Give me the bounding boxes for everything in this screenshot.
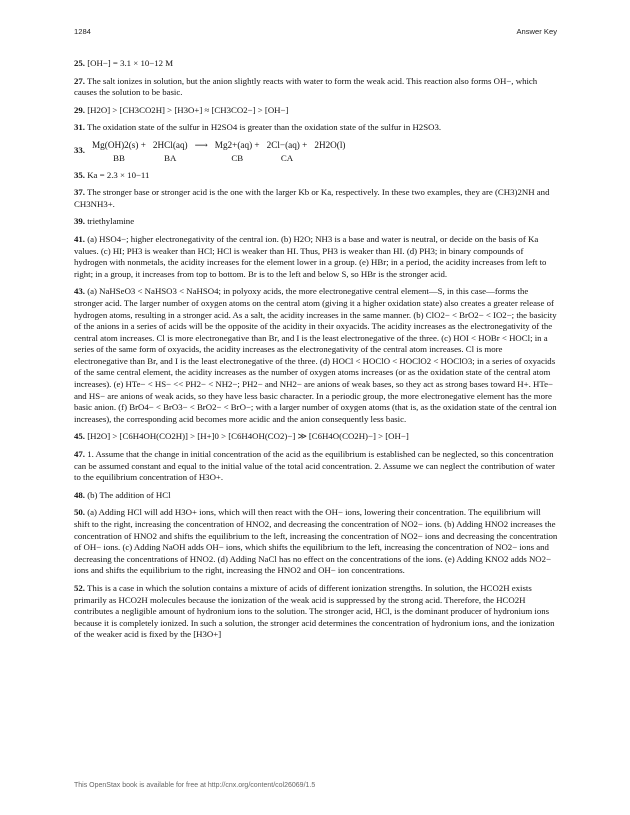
answer-33: 33. Mg(OH)2(s) + BB 2HCl(aq) BA ⟶ Mg2+(aq) + CB 2Cl−(aq) + CA 2H2O(l) xyxy=(74,140,558,164)
answer-43: 43. (a) NaHSeO3 < NaHSO3 < NaHSO4; in polyoxy acids, the more electronegative central element—S, in this case—forms the stronger acid. The larger number of oxygen atoms on the central atom (giving it a higher oxidation state) also creates a greater release of hydrogen atoms, resulting in a stronger acid. As a salt, the acidity increases in the same manner. (b) ClO2− < BrO2− < IO2−; the basicity of the anions in a series of acids will be the opposite of the acidity in their oxyacids. The acidity increases as the electronegativity of the central atom increases. Cl is more electronegative than Br, and I is the least electronegative of the three. (c) HOI < HOBr < HOCl; in a series of the same form of oxyacids, the acidity increases as the electronegativity of the central atom increases. Cl is more electronegative than Br, and I is the least electronegative of the three. (d) HOCl < HOClO < HOClO2 < HOClO3; in a series of oxyacids of the same central element, the acidity increases as the number of oxygen atoms increases (or as the oxidation state of the central atom increases). (e) HTe− < HS− << PH2− < NH2−; PH2− and NH2− are anions of weak bases, so they act as strong bases toward H+. HTe− and HS− are anions of weak acids, so they have less basic character. In a periodic group, the more electronegative element has the more basic anion. (f) BrO4− < BrO3− < BrO2− < BrO−; with a larger number of oxygen atoms (that is, as the oxidation state of the central ion increases), the corresponding acid becomes more acidic and the anion consequently less basic. xyxy=(74,286,557,424)
answer-list xyxy=(74,58,558,647)
product-term: Mg2+(aq) + CB xyxy=(214,139,260,163)
reactant-term: Mg(OH)2(s) + BB xyxy=(92,139,146,163)
answer-50: 50. (a) Adding HCl will add H3O+ ions, which will then react with the OH− ions, lowering their concentration. The equilibrium will shift to the right, increasing the concentration of HNO2, and decreasing the concentration of NO2− ions. (b) Adding HNO2 increases the concentration of HNO2 and shifts the equilibrium to the left, increasing the concentration of NO2− ions and decreasing the concentration of OH− ions. (c) Adding NaOH adds OH− ions, which shifts the equilibrium to the left, increasing the concentration of NO2− ions and decreasing the concentrations of HNO2. (d) Adding NaCl has no effect on the concentrations of the ions. (e) Adding KNO2 adds NO2− ions and shifts the equilibrium to the right, increasing the HNO2 and OH− ion concentrations. xyxy=(74,507,558,576)
answer-31: 31. The oxidation state of the sulfur in H2SO4 is greater than the oxidation state of the sulfur in H2SO3. xyxy=(74,122,442,133)
reactant-term: 2HCl(aq) BA xyxy=(152,139,188,163)
answer-41: 41. (a) HSO4−; higher electronegativity of the central ion. (b) H2O; NH3 is a base and water is neutral, or decide on the basis of Ka values. (c) HI; PH3 is weaker than HCl; HCl is weaker than HI. Thus, PH3 is weaker than HI. (d) PH3; in binary compounds of hydrogen with nonmetals, the acidity increases for the element lower in a group. (e) HBr; in a period, the acidity increases from left to right; in a group, it increases from top to bottom. Br is to the left and below S, so HBr is the stronger acid. xyxy=(74,233,547,279)
product-term: 2Cl−(aq) + CA xyxy=(266,139,308,163)
answer-48: 48. (b) The addition of HCl xyxy=(74,489,171,500)
reaction-arrow: ⟶ xyxy=(194,139,208,150)
reaction-equation xyxy=(92,140,352,164)
answer-37: 37. The stronger base or stronger acid is the one with the larger Kb or Ka, respectively. In these two examples, they are (CH3)2NH and CH3NH3+. xyxy=(74,187,550,209)
section-title: Answer Key xyxy=(516,27,557,36)
answer-39: 39. triethylamine xyxy=(74,216,135,227)
answer-27: 27. The salt ionizes in solution, but the anion slightly reacts with water to form the weak acid. This reaction also forms OH−, which causes the solution to be basic. xyxy=(74,75,538,98)
answer-29: 29. [H2O] > [CH3CO2H] > [H3O+] ≈ [CH3CO2−] > [OH−] xyxy=(74,104,289,115)
answer-45: 45. [H2O] > [C6H4OH(CO2H)] > [H+]0 > [C6H4OH(CO2)−] ≫ [C6H4O(CO2H)−] > [OH−] xyxy=(74,431,409,442)
answer-25: 25. [OH−] = 3.1 × 10−12 M xyxy=(74,58,174,68)
page-number: 1284 xyxy=(74,27,91,36)
page-header xyxy=(74,27,557,36)
answer-35: 35. Ka = 2.3 × 10−11 xyxy=(74,169,150,180)
page-footer: This OpenStax book is available for free at http://cnx.org/content/col26069/1.5 xyxy=(74,782,316,789)
product-term: 2H2O(l) xyxy=(314,139,346,150)
answer-47: 47. 1. Assume that the change in initial concentration of the acid as the equilibrium is established can be neglected, so this concentration can be assumed constant and equal to the initial value of the total acid concentration. 2. Assume we can neglect the contribution of water to the equilibrium concentration of H3O+. xyxy=(74,449,555,483)
answer-52: 52. This is a case in which the solution contains a mixture of acids of different ionization strengths. In solution, the HCO2H exists primarily as HCO2H molecules because the ionization of the weak acid is suppressed by the strong acid. Therefore, the HCO2H contributes a negligible amount of hydronium ions to the solution. The stronger acid, HCl, is the dominant producer of hydronium ions because it is completely ionized. In such a solution, the stronger acid determines the concentration of hydronium ions, and the ionization of the weaker acid is fixed by the [H3O+] xyxy=(74,582,555,640)
